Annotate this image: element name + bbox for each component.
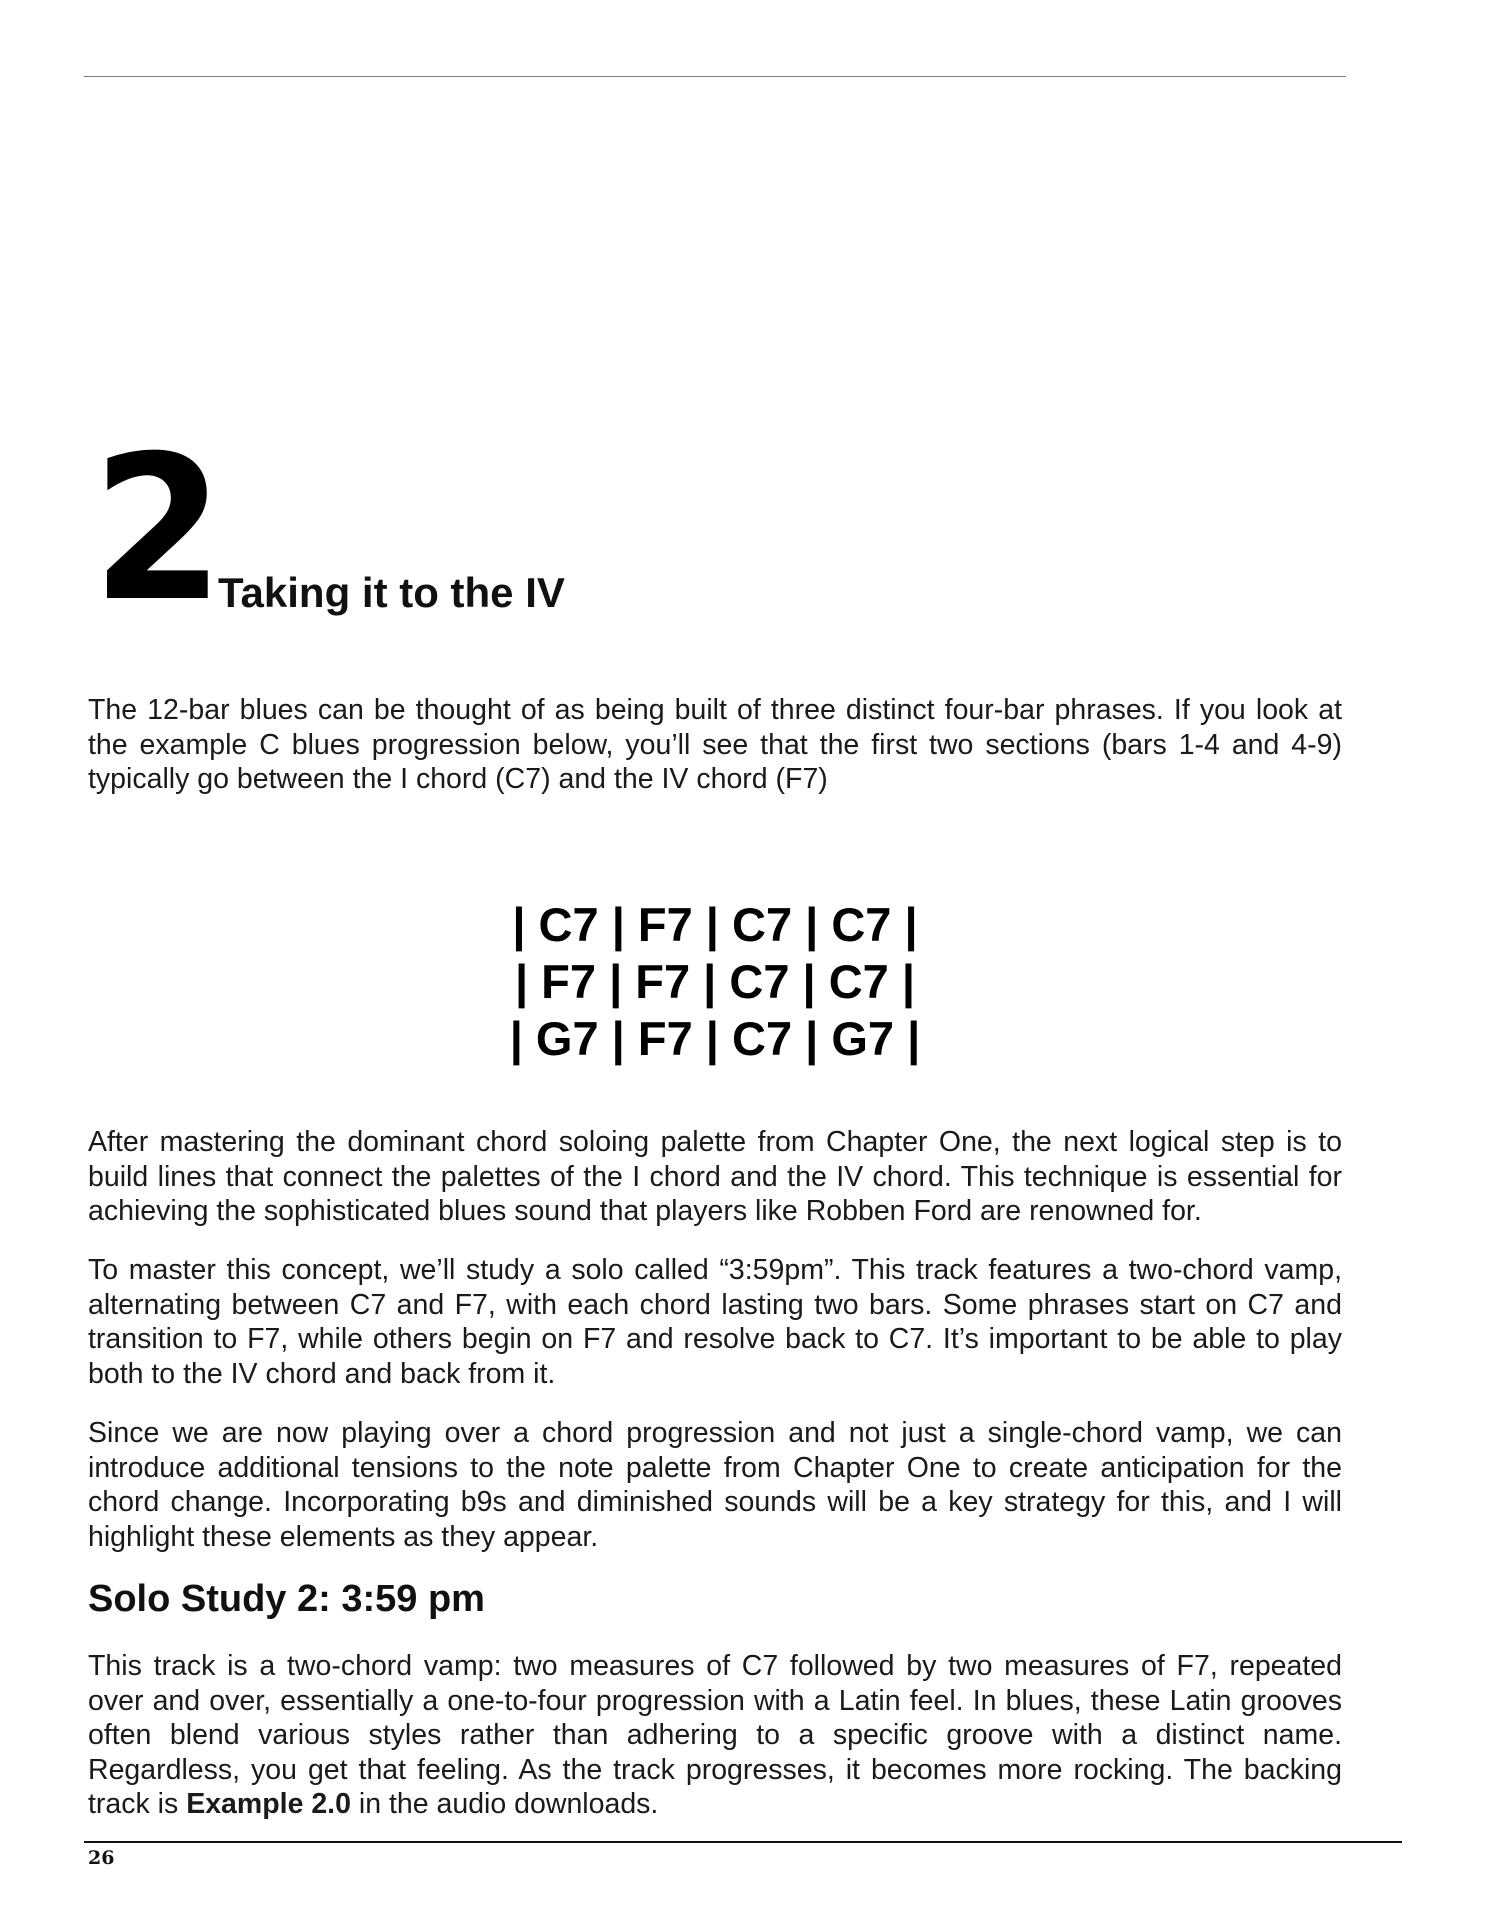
page-number: 26 (88, 1847, 115, 1869)
example-reference: Example 2.0 (186, 1788, 351, 1820)
chord-line-1: | C7 | F7 | C7 | C7 | (512, 898, 918, 951)
solo-study-text: This track is a two-chord vamp: two measures of C7 followed by two measures of F7, repeated over and over, essentially a one-to-four progression with a Latin feel. In blues, these Latin grooves often blend various styles rather than adhering to a specific groove with a distinct name. Regardless, you get that feeling. As the track progresses, it becomes more rocking. The backing track is (88, 1650, 1342, 1820)
section-heading: Solo Study 2: 3:59 pm (88, 1578, 485, 1620)
body-paragraph-1: After mastering the dominant chord soloing palette from Chapter One, the next logical step is to build lines that connect the palettes of the I chord and the IV chord. This technique is essential for achieving the sophisticated blues sound that players like Robben Ford are renowned for. (88, 1126, 1342, 1227)
solo-study-text-end: in the audio downloads. (350, 1788, 659, 1820)
body-paragraph-2: To master this concept, we’ll study a solo called “3:59pm”. This track features a two-chord vamp, alternating between C7 and F7, with each chord lasting two bars. Some phrases start on C7 and transition to F7, while others begin on F7 and resolve back to C7. It’s important to be able to play both to the IV chord and back from it. (88, 1254, 1342, 1390)
chord-progression (0, 896, 1430, 1067)
chord-line-2: | F7 | F7 | C7 | C7 | (514, 955, 916, 1008)
solo-study-paragraph (88, 1649, 1342, 1822)
body-paragraph-3: Since we are now playing over a chord progression and not just a single-chord vamp, we can introduce additional tensions to the note palette from Chapter One to create anticipation for the chord change. Incorporating b9s and diminished sounds will be a key strategy for this, and I will highlight these elements as they appear. (88, 1417, 1342, 1553)
intro-paragraph: The 12-bar blues can be thought of as being built of three distinct four-bar phrases. If you look at the example C blues progression below, you’ll see that the first two sections (bars 1-4 and 4-9) typically go between the I chord (C7) and the IV chord (F7) (88, 694, 1342, 795)
chapter-number: 2 (92, 413, 219, 646)
chord-line-3: | G7 | F7 | C7 | G7 | (509, 1012, 921, 1065)
header-rule (84, 76, 1346, 77)
footer-rule (84, 1841, 1402, 1843)
chapter-title: Taking it to the IV (218, 569, 565, 616)
